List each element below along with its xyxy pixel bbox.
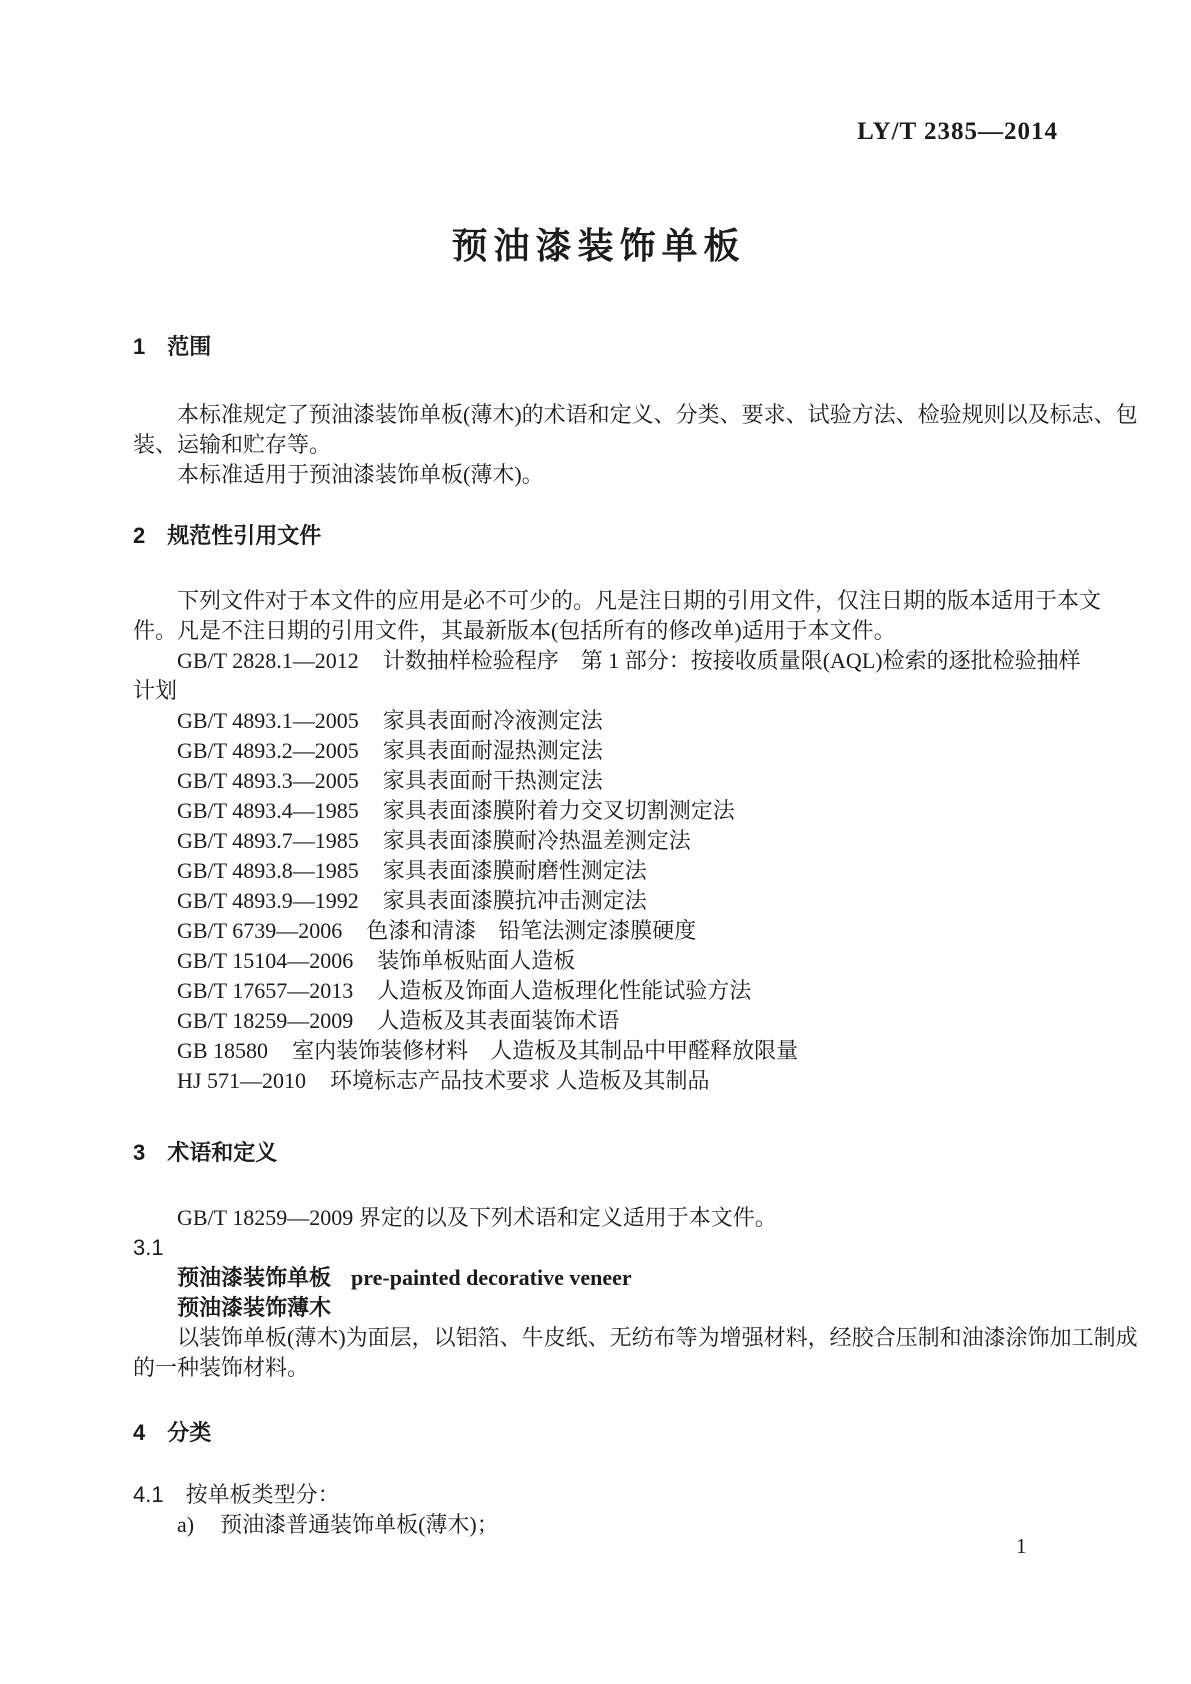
section-1-title: 范围 <box>167 334 212 359</box>
reference-code: GB/T 17657—2013 <box>177 978 354 1003</box>
reference-title: 家具表面漆膜附着力交叉切割测定法 <box>382 798 735 823</box>
reference-item <box>133 646 1081 676</box>
reference-item <box>133 1006 1058 1036</box>
terms-intro: GB/T 18259—2009 界定的以及下列术语和定义适用于本文件。 <box>177 1205 777 1230</box>
standard-code: LY/T 2385—2014 <box>857 118 1058 145</box>
section-4-number: 4 <box>133 1420 146 1445</box>
section-3-title: 术语和定义 <box>167 1140 278 1165</box>
document-title: 预油漆装饰单板 <box>451 225 746 266</box>
references-intro-line-1: 下列文件对于本文件的应用是必不可少的。凡是注日期的引用文件，仅注日期的版本适用于本文 <box>177 588 1102 613</box>
reference-title: 人造板及其表面装饰术语 <box>377 1008 620 1033</box>
section-3-number: 3 <box>133 1140 146 1165</box>
clause-4-1-title: 按单板类型分： <box>185 1482 340 1507</box>
references-intro-line-2: 件。凡是不注日期的引用文件，其最新版本(包括所有的修改单)适用于本文件。 <box>133 618 896 643</box>
reference-title: 色漆和清漆 铅笔法测定漆膜硬度 <box>366 918 697 943</box>
section-2-number: 2 <box>133 523 146 548</box>
reference-title: 环境标志产品技术要求 人造板及其制品 <box>329 1068 710 1093</box>
reference-item <box>133 856 1058 886</box>
reference-code: GB/T 15104—2006 <box>177 948 354 973</box>
reference-item <box>133 916 1058 946</box>
reference-title: 室内装饰装修材料 人造板及其制品中甲醛释放限量 <box>292 1038 799 1063</box>
section-4-title: 分类 <box>167 1420 212 1445</box>
reference-title: 人造板及饰面人造板理化性能试验方法 <box>377 978 752 1003</box>
scope-paragraph-2: 本标准适用于预油漆装饰单板(薄木)。 <box>177 462 544 487</box>
reference-item <box>133 946 1058 976</box>
reference-code: GB/T 6739—2006 <box>177 918 343 943</box>
reference-item <box>133 886 1058 916</box>
reference-code: GB/T 4893.3—2005 <box>177 768 359 793</box>
clause-3-1-number: 3.1 <box>133 1235 164 1260</box>
reference-code: GB/T 4893.7—1985 <box>177 828 359 853</box>
reference-item <box>133 1036 1058 1066</box>
reference-title: 家具表面耐湿热测定法 <box>382 738 603 763</box>
section-2-heading <box>133 521 1058 551</box>
section-2-title: 规范性引用文件 <box>167 523 322 548</box>
term-entry <box>133 1263 1058 1293</box>
definition-line-1: 以装饰单板(薄木)为面层，以铝箔、牛皮纸、无纺布等为增强材料，经胶合压制和油漆涂饰加工制成 <box>177 1325 1138 1350</box>
reference-title: 家具表面耐冷液测定法 <box>382 708 603 733</box>
reference-title: 家具表面漆膜耐磨性测定法 <box>382 858 647 883</box>
scope-paragraph-line-1: 本标准规定了预油漆装饰单板(薄木)的术语和定义、分类、要求、试验方法、检验规则以及标志、包 <box>177 402 1138 427</box>
definition-line-2: 的一种装饰材料。 <box>133 1355 310 1380</box>
clause-4-1-number: 4.1 <box>133 1482 164 1507</box>
reference-title: 装饰单板贴面人造板 <box>377 948 576 973</box>
list-item-a-text: 预油漆普通装饰单板(薄木)； <box>220 1512 499 1537</box>
reference-code: HJ 571—2010 <box>177 1068 306 1093</box>
reference-title: 计数抽样检验程序 第 1 部分：按接收质量限(AQL)检索的逐批检验抽样 <box>382 648 1081 673</box>
reference-item <box>133 1066 1058 1096</box>
reference-code: GB/T 2828.1—2012 <box>177 648 359 673</box>
section-3-heading <box>133 1138 1058 1168</box>
term-alias: 预油漆装饰薄木 <box>177 1295 332 1320</box>
reference-title: 家具表面漆膜耐冷热温差测定法 <box>382 828 691 853</box>
reference-code: GB/T 4893.4—1985 <box>177 798 359 823</box>
section-1-heading <box>133 332 1058 362</box>
reference-code: GB/T 4893.2—2005 <box>177 738 359 763</box>
reference-code: GB/T 4893.8—1985 <box>177 858 359 883</box>
scope-paragraph-line-2: 装、运输和贮存等。 <box>133 432 332 457</box>
reference-item <box>133 736 1058 766</box>
section-4-heading <box>133 1418 1058 1448</box>
term-chinese: 预油漆装饰单板 <box>177 1265 332 1290</box>
reference-title: 家具表面漆膜抗冲击测定法 <box>382 888 647 913</box>
reference-item <box>133 706 1058 736</box>
reference-item <box>133 976 1058 1006</box>
reference-title: 家具表面耐干热测定法 <box>382 768 603 793</box>
reference-item <box>133 766 1058 796</box>
reference-code: GB/T 4893.1—2005 <box>177 708 359 733</box>
section-1-number: 1 <box>133 334 146 359</box>
clause-4-1 <box>133 1480 1058 1510</box>
reference-code: GB/T 4893.9—1992 <box>177 888 359 913</box>
reference-code: GB/T 18259—2009 <box>177 1008 354 1033</box>
list-item-a-label: a) <box>177 1512 195 1537</box>
reference-item <box>133 796 1058 826</box>
reference-code: GB 18580 <box>177 1038 269 1063</box>
list-item-a <box>133 1510 1058 1540</box>
page-number: 1 <box>1016 1534 1027 1558</box>
reference-item <box>133 826 1058 856</box>
term-english: pre-painted decorative veneer <box>351 1265 632 1290</box>
reference-item-continuation: 计划 <box>133 678 178 703</box>
